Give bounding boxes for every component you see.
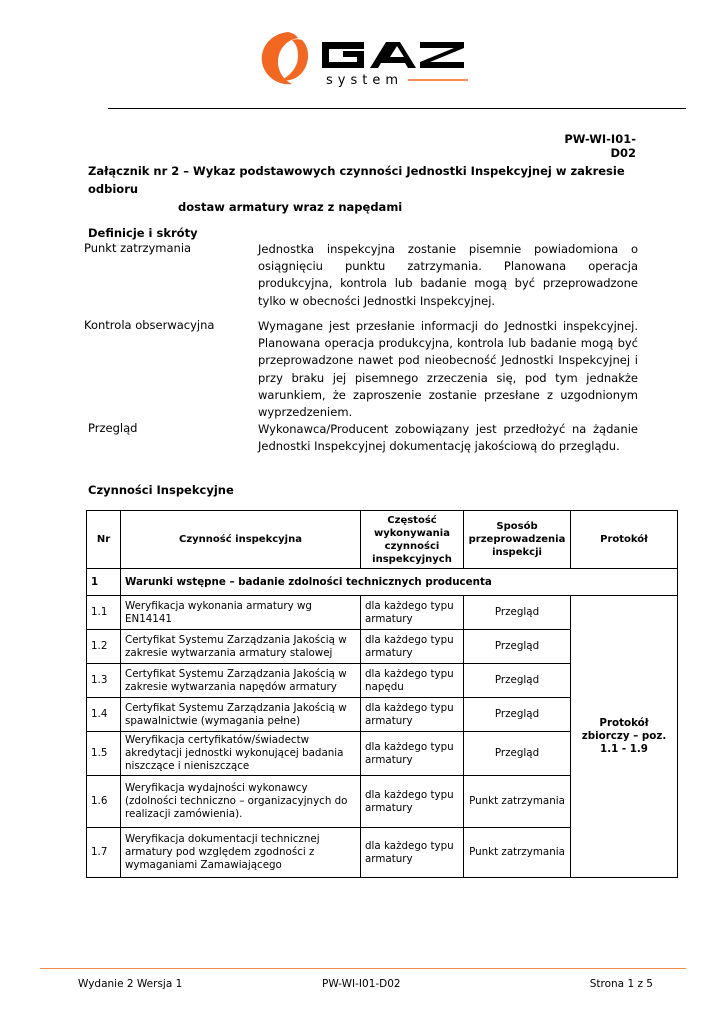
definition-term: Kontrola obserwacyjna (84, 318, 215, 332)
footer-page-number: Strona 1 z 5 (589, 978, 653, 990)
row-frequency: dla każdego typu armatury (361, 596, 464, 630)
document-number: PW-WI-I01-D02 (564, 132, 636, 160)
definitions-title: Definicje i skróty (88, 226, 198, 240)
row-frequency: dla każdego typu armatury (361, 828, 464, 878)
row-frequency: dla każdego typu armatury (361, 776, 464, 828)
row-activity: Weryfikacja dokumentacji technicznej armatury pod względem zgodności z wymaganiami Zamawiającego (121, 828, 361, 878)
logo-subtext: system (326, 73, 403, 88)
definition-term: Punkt zatrzymania (84, 241, 192, 255)
column-header-method: Sposób przeprowadzenia inspekcji (464, 511, 571, 569)
definition-text: Wymagane jest przesłanie informacji do Jednostki inspekcyjnej. Planowana operacja produkcyjna, kontrola lub badanie mogą być przeprowadzone nawet pod nieobecność Jednostki Inspekcyjnej i przy braku jej pisemnego zrzeczenia się, pod tym jednakże warunkiem, że zaproszenie zostanie przesłane z uzgodnionym wyprzedzeniem. (258, 319, 638, 420)
company-logo (258, 28, 473, 90)
row-method: Przegląd (464, 596, 571, 630)
row-activity: Certyfikat Systemu Zarządzania Jakością w zakresie wytwarzania armatury stalowej (121, 630, 361, 664)
row-method: Punkt zatrzymania (464, 776, 571, 828)
row-frequency: dla każdego typu armatury (361, 630, 464, 664)
row-nr: 1.5 (87, 732, 121, 776)
footer-doc-number: PW-WI-I01-D02 (322, 978, 401, 990)
logo-gaz-letters (322, 42, 464, 68)
row-nr: 1.2 (87, 630, 121, 664)
row-activity: Certyfikat Systemu Zarządzania Jakością w spawalnictwie (wymagania pełne) (121, 698, 361, 732)
row-activity: Weryfikacja wydajności wykonawcy (zdolności techniczno – organizacyjnych do realizacji zamówienia). (121, 776, 361, 828)
section-nr: 1 (87, 569, 121, 596)
row-nr: 1.3 (87, 664, 121, 698)
row-activity: Weryfikacja certyfikatów/świadectw akredytacji jednostki wykonującej badania niszczące i nieniszczące (121, 732, 361, 776)
inspections-title: Czynności Inspekcyjne (88, 483, 234, 497)
header-rule (108, 108, 686, 109)
annex-title-line2: dostaw armatury wraz z napędami (178, 200, 403, 214)
footer-edition: Wydanie 2 Wersja 1 (78, 978, 183, 990)
row-method: Przegląd (464, 664, 571, 698)
column-header-activity: Czynność inspekcyjna (121, 511, 361, 569)
protocol-merged-cell: Protokół zbiorczy – poz. 1.1 - 1.9 (571, 596, 678, 878)
logo-swirl-icon (262, 32, 308, 84)
footer-rule (40, 968, 686, 969)
definition-text: Wykonawca/Producent zobowiązany jest przedłożyć na żądanie Jednostki Inspekcyjnej dokumentację jakościową do przeglądu. (258, 422, 638, 454)
row-activity: Weryfikacja wykonania armatury wg EN14141 (121, 596, 361, 630)
table-header-row (87, 511, 678, 569)
definition-term: Przegląd (88, 421, 138, 435)
inspection-table (86, 510, 678, 878)
row-method: Przegląd (464, 732, 571, 776)
row-frequency: dla każdego typu napędu (361, 664, 464, 698)
table-row (87, 596, 678, 630)
column-header-frequency: Częstość wykonywania czynności inspekcyjnych (361, 511, 464, 569)
annex-title-line1: Załącznik nr 2 – Wykaz podstawowych czynności Jednostki Inspekcyjnej w zakresie odbioru (88, 164, 625, 196)
section-title: Warunki wstępne – badanie zdolności technicznych producenta (121, 569, 678, 596)
annex-title (88, 162, 648, 216)
definition-text: Jednostka inspekcyjna zostanie pisemnie powiadomiona o osiągnięciu punktu zatrzymania. Planowana operacja produkcyjna, kontrola lub badanie mogą być przeprowadzone tylko w obecności Jednostki Inspekcyjnej. (258, 242, 638, 308)
row-frequency: dla każdego typu armatury (361, 732, 464, 776)
row-method: Punkt zatrzymania (464, 828, 571, 878)
column-header-protocol: Protokół (571, 511, 678, 569)
row-nr: 1.4 (87, 698, 121, 732)
row-nr: 1.6 (87, 776, 121, 828)
table-section-row (87, 569, 678, 596)
row-frequency: dla każdego typu armatury (361, 698, 464, 732)
row-method: Przegląd (464, 698, 571, 732)
row-activity: Certyfikat Systemu Zarządzania Jakością w zakresie wytwarzania napędów armatury (121, 664, 361, 698)
row-nr: 1.1 (87, 596, 121, 630)
row-nr: 1.7 (87, 828, 121, 878)
column-header-nr: Nr (87, 511, 121, 569)
row-method: Przegląd (464, 630, 571, 664)
